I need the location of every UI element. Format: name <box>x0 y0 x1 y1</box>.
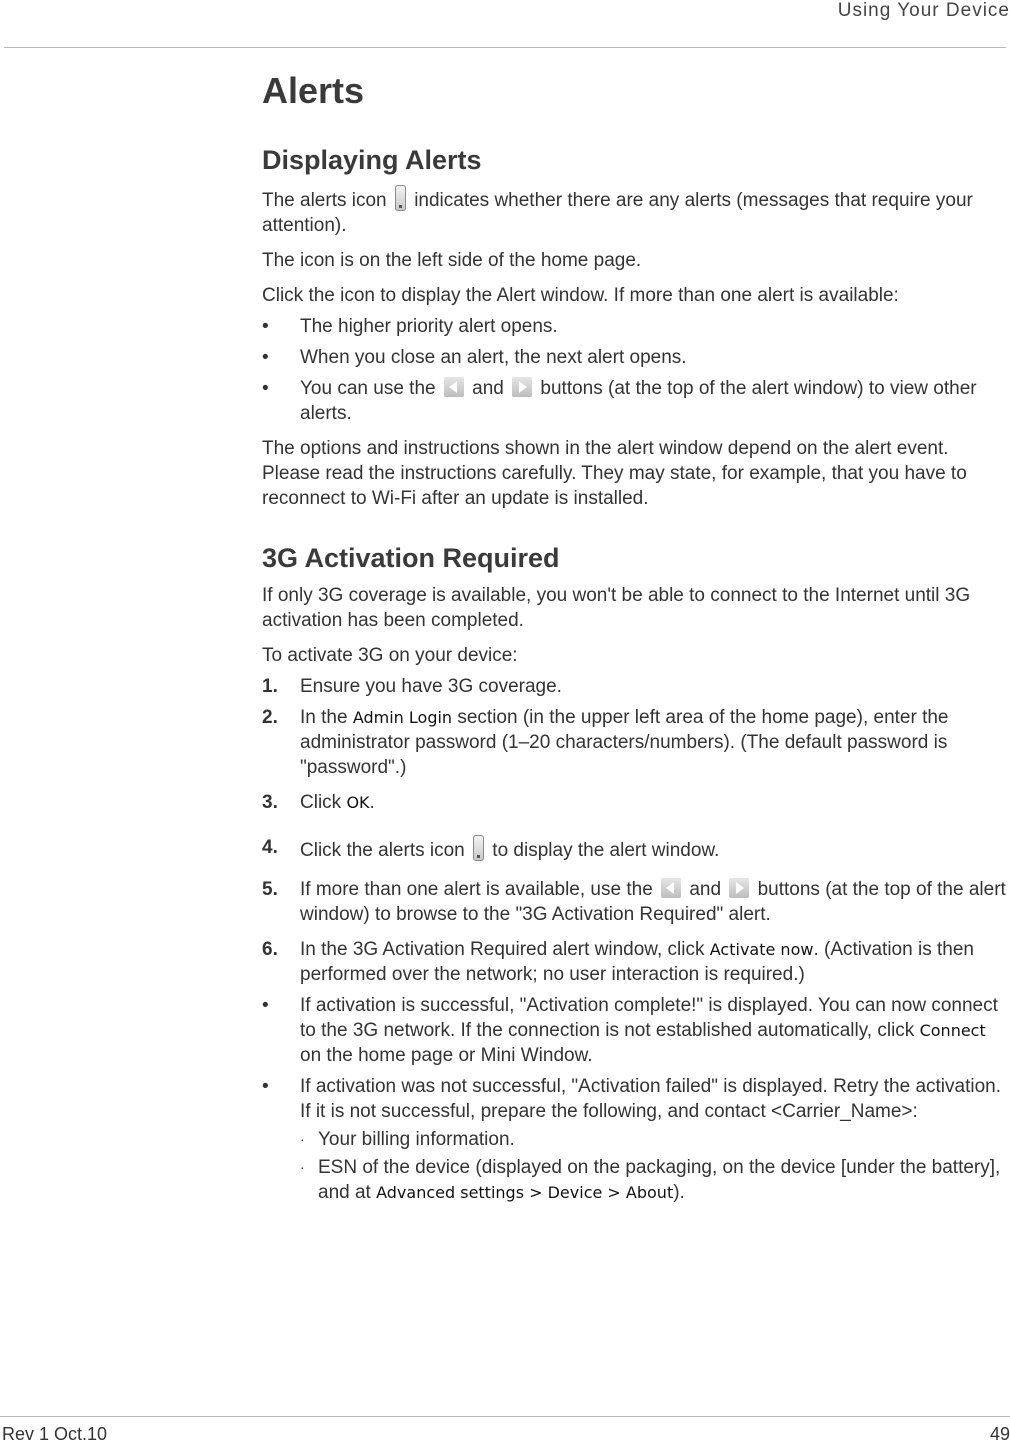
text: In the 3G Activation Required alert window, click <box>300 939 705 960</box>
sub-list-item <box>262 1155 1008 1205</box>
ui-reference-advanced-settings-path: Advanced settings > Device > About <box>376 1183 674 1202</box>
list-item <box>262 993 1008 1068</box>
text: Click the alerts icon <box>300 840 465 861</box>
bullet-marker: • <box>262 347 269 368</box>
text: buttons (at the top of the alert window) to view other alerts. <box>300 378 977 424</box>
step-item <box>262 877 1008 927</box>
previous-alert-button-icon <box>661 878 681 898</box>
text: You can use the <box>300 378 436 399</box>
text: The higher priority alert opens. <box>300 316 558 337</box>
text: . (Activation is then performed over the network; no user interaction is required.) <box>300 939 974 985</box>
step-number: 4. <box>262 837 278 858</box>
text: If activation was not successful, "Activation failed" is displayed. Retry the activation. If it is not successful, prepare the following, and contact <Carrier_Name>: <box>300 1076 1001 1122</box>
text: to display the alert window. <box>492 840 720 861</box>
next-alert-button-icon <box>729 878 749 898</box>
bullet-marker: • <box>262 1076 269 1097</box>
paragraph: The options and instructions shown in the alert window depend on the alert event. Please read the instructions carefully. They may state, for example, that you have to reconnect to Wi-Fi after an update is installed. <box>262 438 967 509</box>
page-number: 49 <box>989 1424 1010 1444</box>
ui-reference-activate-now: Activate now <box>709 940 814 959</box>
text: . <box>369 792 375 813</box>
ui-reference-ok: OK <box>346 793 370 812</box>
bullet-marker: • <box>262 378 269 399</box>
step-item <box>262 937 1008 987</box>
text: ). <box>673 1182 685 1203</box>
bullet-marker: • <box>262 995 269 1016</box>
header-divider <box>4 47 1006 48</box>
text: Ensure you have 3G coverage. <box>300 676 562 697</box>
step-item <box>262 705 1008 780</box>
footer-divider <box>0 1416 1010 1417</box>
paragraph <box>262 185 1008 238</box>
ui-reference-admin-login: Admin Login <box>352 708 453 727</box>
text: and <box>689 879 722 900</box>
alerts-icon <box>473 835 484 861</box>
sub-bullet-marker: · <box>300 1131 305 1147</box>
sub-bullet-marker: · <box>300 1159 305 1175</box>
alerts-icon <box>395 185 406 211</box>
step-number: 5. <box>262 879 278 900</box>
section-heading-displaying-alerts: Displaying Alerts <box>262 145 482 175</box>
previous-alert-button-icon <box>444 377 464 397</box>
running-header: Using Your Device <box>837 0 1010 21</box>
step-item <box>262 790 1008 815</box>
sub-list-item <box>262 1127 1008 1152</box>
step-number: 2. <box>262 707 278 728</box>
list-item <box>262 345 1008 370</box>
ui-reference-connect: Connect <box>919 1021 986 1040</box>
text: Click <box>300 792 342 813</box>
step-number: 1. <box>262 676 278 697</box>
text: In the <box>300 707 348 728</box>
text: If more than one alert is available, use the <box>300 879 653 900</box>
paragraph: To activate 3G on your device: <box>262 645 518 666</box>
text: If activation is successful, "Activation complete!" is displayed. You can now connect to the 3G network. If the connection is not established automatically, click <box>300 995 998 1041</box>
list-item <box>262 376 1008 426</box>
step-number: 6. <box>262 939 278 960</box>
text: Your billing information. <box>318 1129 515 1150</box>
footer-revision: Rev 1 Oct.10 <box>2 1424 108 1444</box>
text: on the home page or Mini Window. <box>300 1045 593 1066</box>
text: indicates whether there are any alerts (messages that require your attention). <box>262 190 973 236</box>
text: buttons (at the top of the alert window) to browse to the "3G Activation Required" alert. <box>300 879 1006 925</box>
text: ESN of the device (displayed on the packaging, on the device [under the battery], and at <box>318 1157 1001 1203</box>
paragraph: If only 3G coverage is available, you won't be able to connect to the Internet until 3G activation has been completed. <box>262 585 971 631</box>
next-alert-button-icon <box>512 377 532 397</box>
text: section (in the upper left area of the home page), enter the administrator password (1–20 characters/numbers). (The default password is "password".) <box>300 707 949 778</box>
step-number: 3. <box>262 792 278 813</box>
step-item <box>262 835 1008 863</box>
text: When you close an alert, the next alert opens. <box>300 347 687 368</box>
paragraph: Click the icon to display the Alert window. If more than one alert is available: <box>262 285 899 306</box>
list-item <box>262 314 1008 339</box>
bullet-marker: • <box>262 316 269 337</box>
section-heading-3g-activation: 3G Activation Required <box>262 543 560 573</box>
text: and <box>472 378 504 399</box>
page-title: Alerts <box>262 70 365 111</box>
page-content <box>262 68 1008 1205</box>
step-item <box>262 674 1008 699</box>
list-item <box>262 1074 1008 1124</box>
text: The alerts icon <box>262 190 387 211</box>
paragraph: The icon is on the left side of the home page. <box>262 250 642 271</box>
